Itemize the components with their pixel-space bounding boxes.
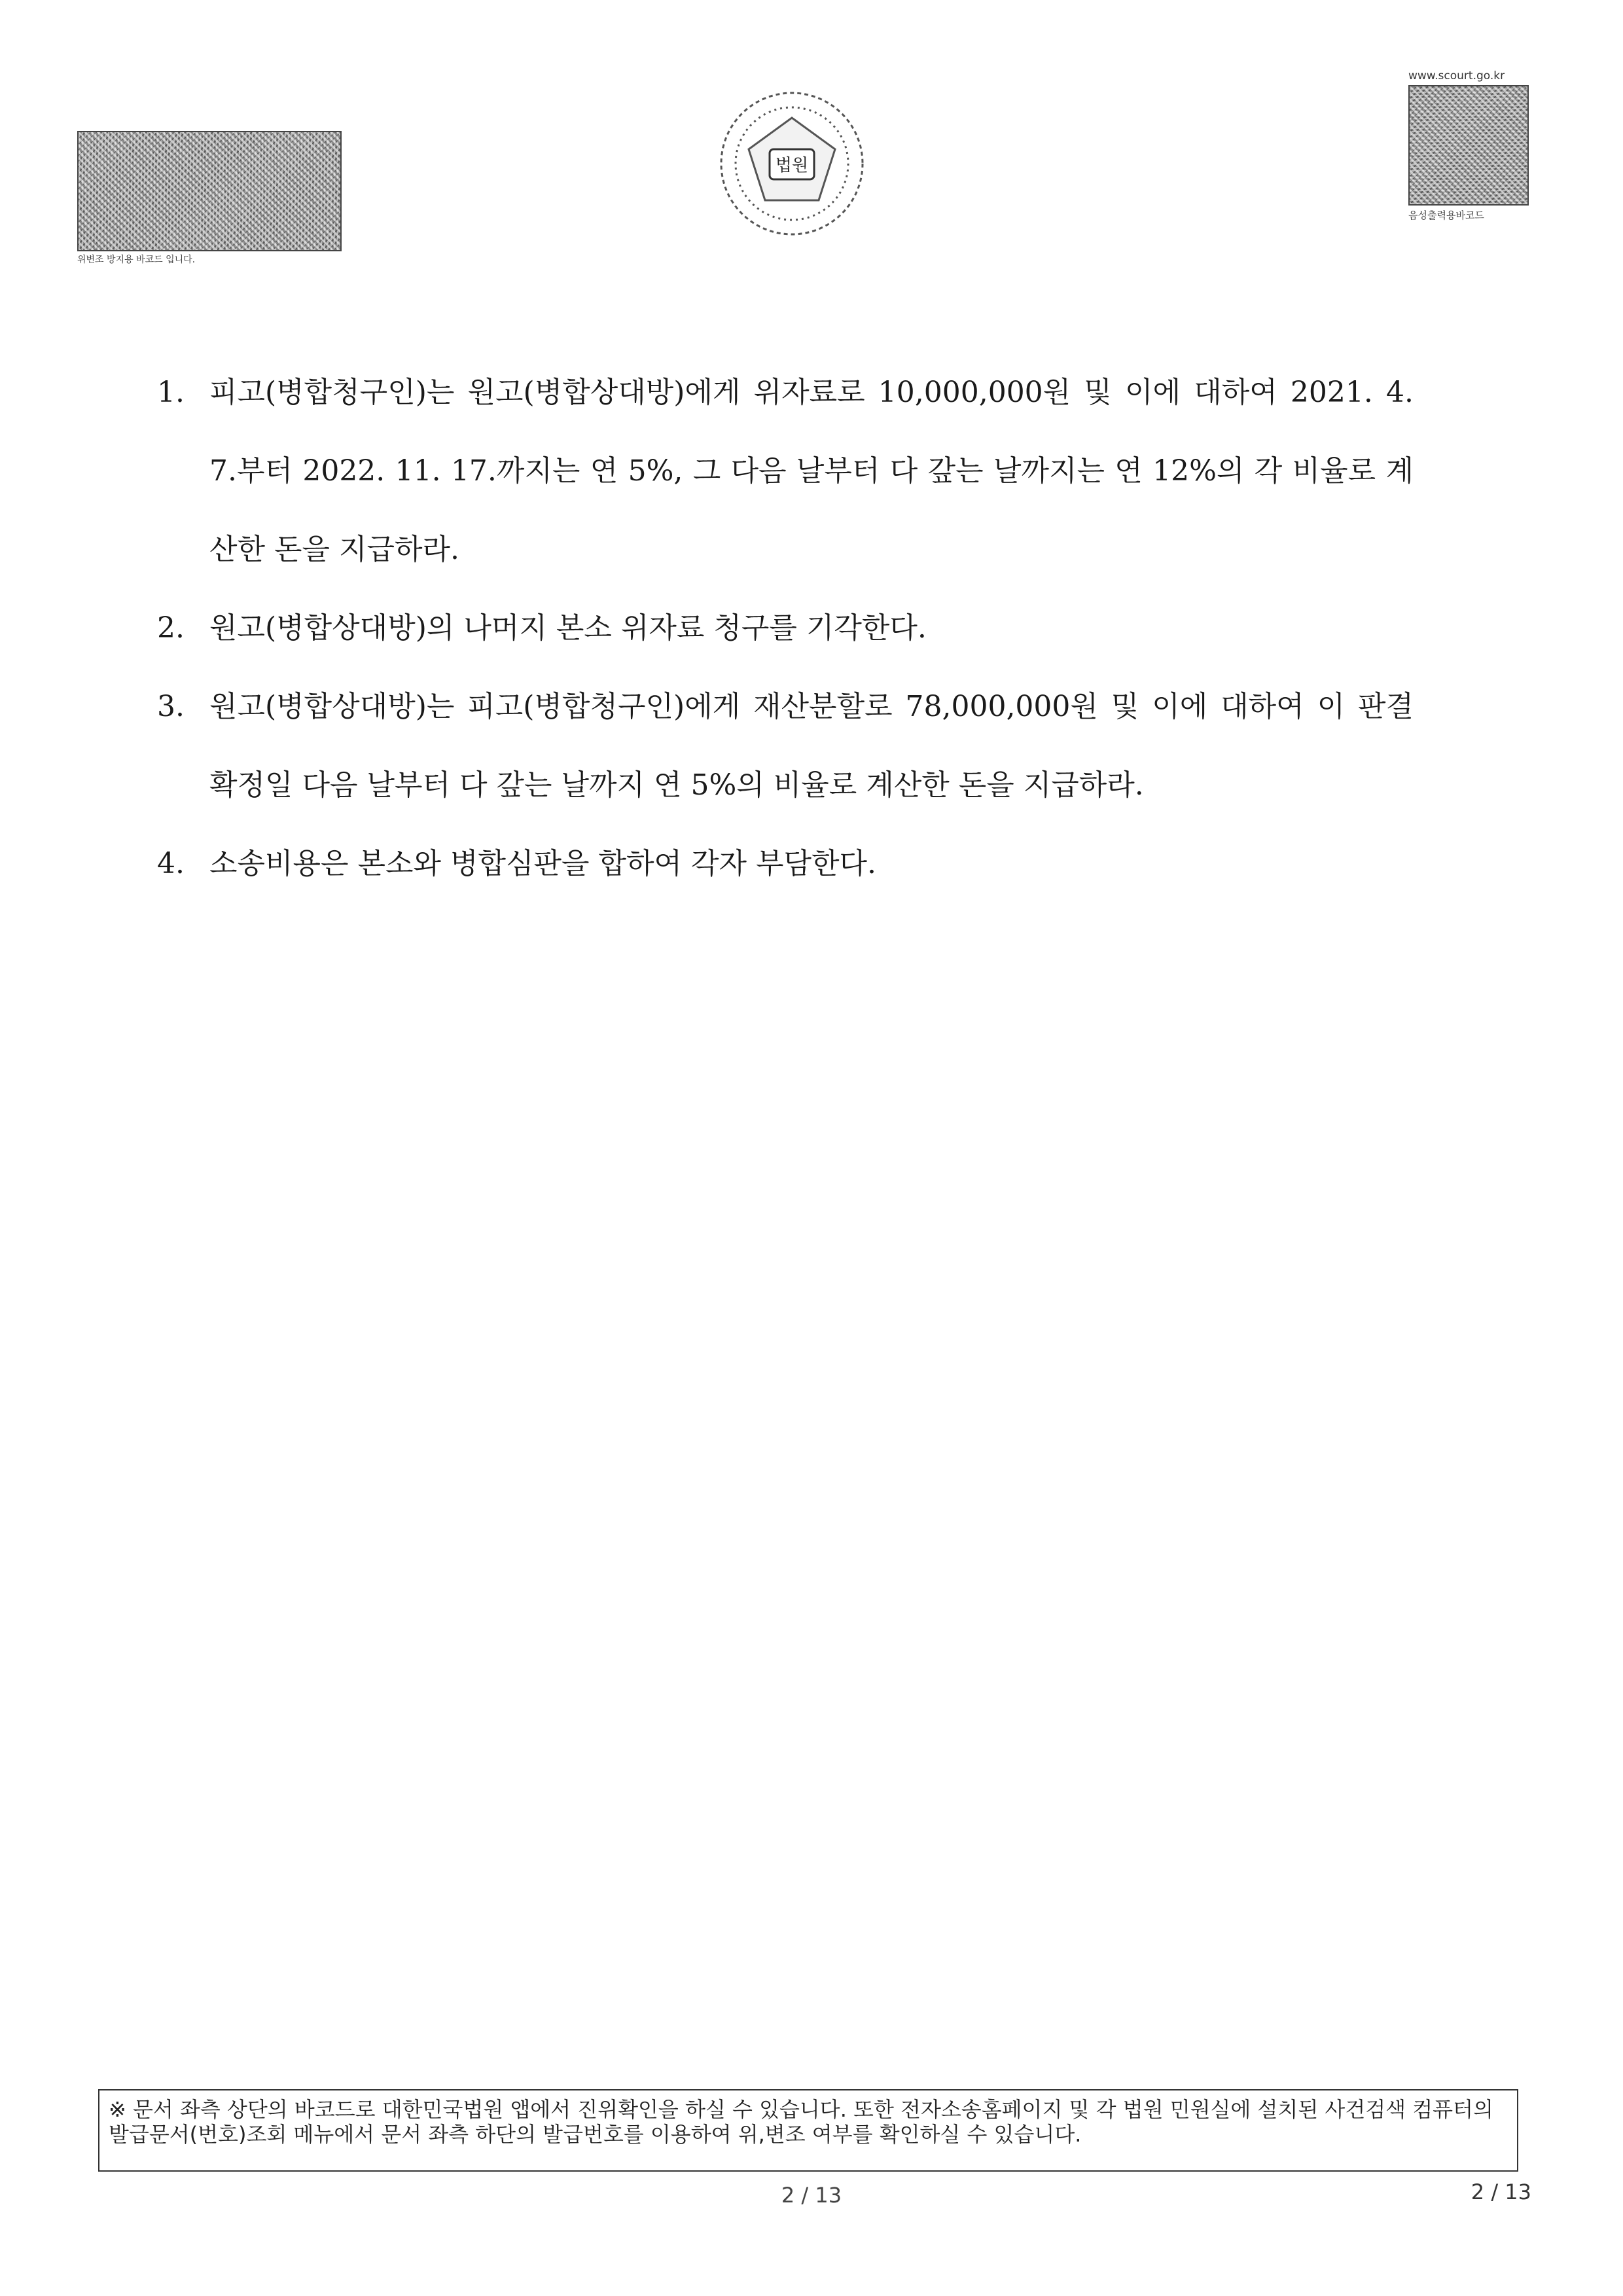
emblem-text: 법원 <box>775 156 809 175</box>
court-emblem-icon <box>713 85 870 242</box>
order-item-text: 원고(병합상대방)는 피고(병합청구인)에게 재산분할로 78,000,000원 및 이에 대하여 이 판결 확정일 다음 날부터 다 갚는 날까지 연 5%의 비율로 계산한 돈을 지급하라. <box>209 690 1414 802</box>
voice-output-barcode <box>1408 85 1529 206</box>
order-item-text: 원고(병합상대방)의 나머지 본소 위자료 청구를 기각한다. <box>209 611 927 645</box>
order-item-number: 3. <box>157 690 185 723</box>
page-number-center: 2 / 13 <box>781 2183 842 2208</box>
site-url: www.scourt.go.kr <box>1408 69 1505 82</box>
order-item-number: 4. <box>157 847 185 880</box>
voice-output-barcode-caption: 음성출력용바코드 <box>1408 209 1484 221</box>
order-item-2 <box>157 589 1414 668</box>
order-item-number: 1. <box>157 376 185 409</box>
order-item-text: 소송비용은 본소와 병합심판을 합하여 각자 부담한다. <box>209 847 877 880</box>
anti-forgery-barcode <box>77 131 342 251</box>
judgment-order <box>157 353 1414 903</box>
order-item-4 <box>157 825 1414 903</box>
order-item-text: 피고(병합청구인)는 원고(병합상대방)에게 위자료로 10,000,000원 및 이에 대하여 2021. 4. 7.부터 2022. 11. 17.까지는 연 5%, 그 다음 날부터 다 갚는 날까지는 연 12%의 각 비율로 계산한 돈을 지급하라. <box>209 376 1414 566</box>
order-item-1 <box>157 353 1414 589</box>
anti-forgery-barcode-caption: 위변조 방지용 바코드 입니다. <box>77 255 196 265</box>
order-item-number: 2. <box>157 611 185 645</box>
page-number-right: 2 / 13 <box>1471 2179 1531 2204</box>
verification-notice: ※ 문서 좌측 상단의 바코드로 대한민국법원 앱에서 진위확인을 하실 수 있습니다. 또한 전자소송홈페이지 및 각 법원 민원실에 설치된 사건검색 컴퓨터의 발급문서(번호)조회 메뉴에서 문서 좌측 하단의 발급번호를 이용하여 위,변조 여부를 확인하실 수 있습니다. <box>98 2089 1518 2172</box>
order-item-3 <box>157 668 1414 825</box>
